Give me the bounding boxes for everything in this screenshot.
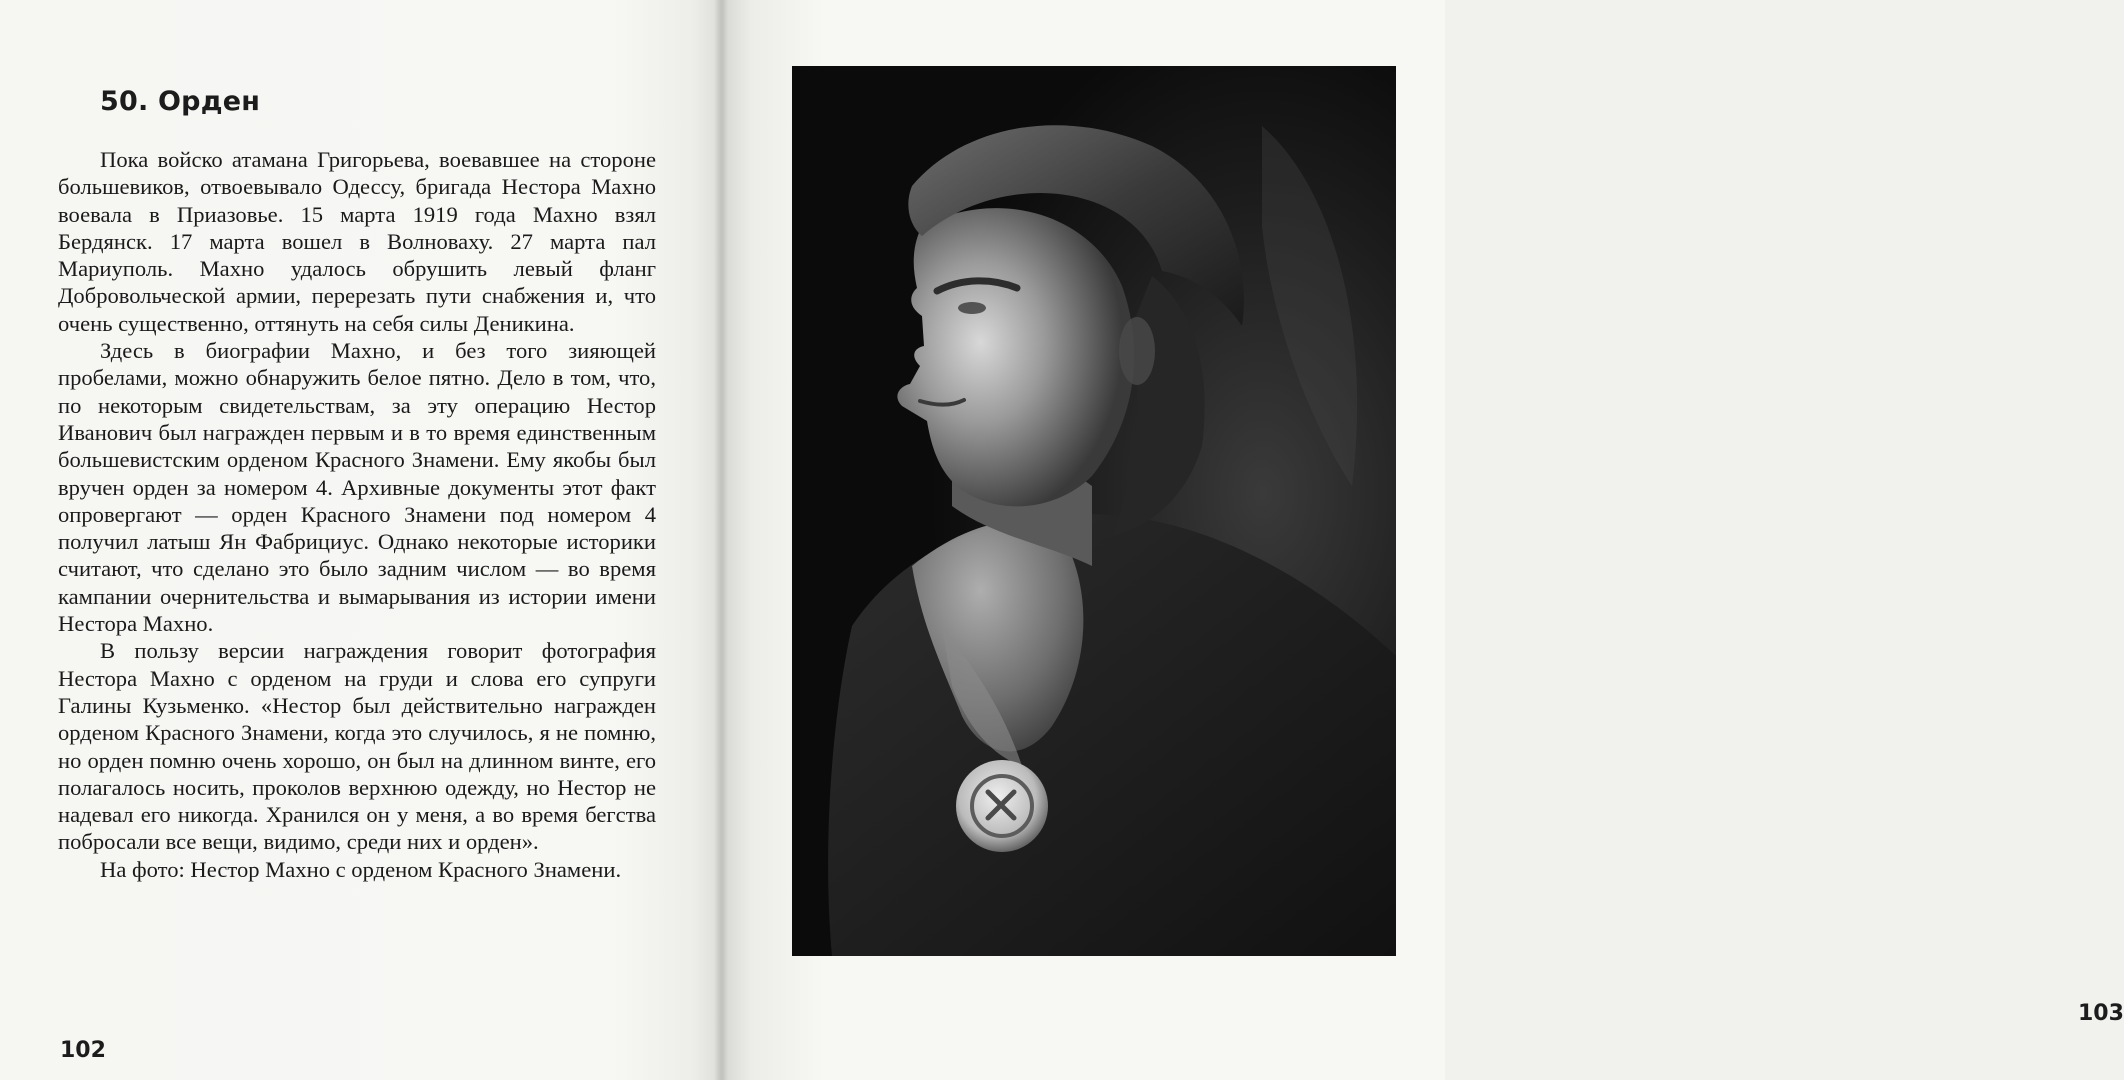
body-text [58, 146, 656, 883]
portrait-photo [792, 66, 1396, 956]
portrait-photo-image [792, 66, 1396, 956]
left-page [0, 0, 722, 1080]
page-number-right: 103 [2078, 1001, 2124, 1026]
paragraph: Здесь в биографии Махно, и без того зияющей пробелами, можно обнаружить белое пятно. Дело в том, что, по некоторым свидетельствам, за эту операцию Нестор Иванович был награжден первым и в то время единственным большевистским орденом Красного Знамени. Ему якобы был вручен орден за номером 4. Архивные документы этот факт опровергают — орден Красного Знамени под номером 4 получил латыш Ян Фабрициус. Однако некоторые историки считают, что сделано это было задним числом — во время кампании очернительства и вымарывания из истории имени Нестора Махно. [58, 338, 656, 637]
chapter-heading: 50. Орден [100, 86, 261, 117]
page-number-left: 102 [60, 1038, 106, 1063]
paragraph: На фото: Нестор Махно с орденом Красного Знамени. [100, 856, 622, 882]
paragraph: Пока войско атамана Григорьева, воевавшее на стороне большевиков, отвоевывало Одессу, бригада Нестора Махно воевала в Приазовье. 15 марта 1919 года Махно взял Бердянск. 17 марта вошел в Волноваху. 27 марта пал Мариуполь. Махно удалось обрушить левый фланг Добровольческой армии, перерезать пути снабжения и, что очень существенно, оттянуть на себя силы Деникина. [58, 147, 656, 336]
book-gutter [714, 0, 728, 1080]
paragraph: В пользу версии награждения говорит фотография Нестора Махно с орденом на груди и слова его супруги Галины Кузьменко. «Нестор был действительно награжден орденом Красного Знамени, когда это случилось, я не помню, но орден помню очень хорошо, он был на длинном винте, его полагалось носить, проколов верхнюю одежду, но Нестор не надевал его никогда. Хранился он у меня, а во время бегства побросали все вещи, видимо, среди них и орден». [58, 638, 656, 855]
